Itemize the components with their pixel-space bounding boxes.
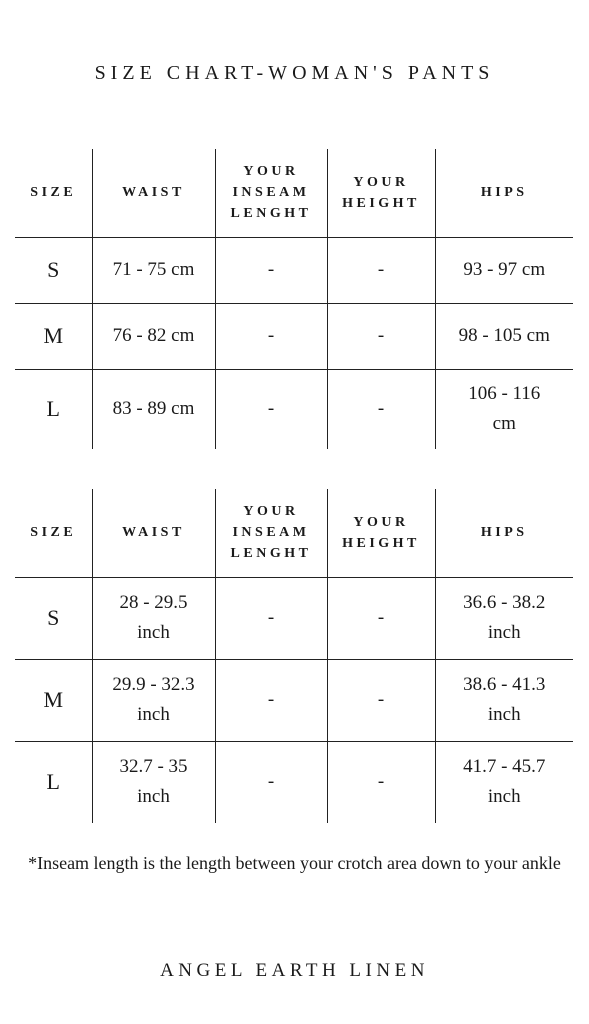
table-row [15,659,573,741]
header-height: YOUR HEIGHT [327,489,435,577]
table-row [15,237,573,303]
header-size: SIZE [15,489,92,577]
waist-cell: 83 - 89 cm [92,369,215,449]
header-inseam: YOUR INSEAM LENGHT [215,149,327,237]
height-cell: - [327,303,435,369]
inseam-cell: - [215,303,327,369]
height-cell: - [327,659,435,741]
hips-cell: 38.6 - 41.3 inch [435,659,573,741]
inseam-footnote: *Inseam length is the length between your crotch area down to your ankle [28,853,561,873]
hips-cell: 106 - 116 cm [435,369,573,449]
header-row [15,149,573,237]
hips-cell: 36.6 - 38.2 inch [435,577,573,659]
waist-cell: 28 - 29.5 inch [92,577,215,659]
size-cell: M [15,659,92,741]
hips-cell: 98 - 105 cm [435,303,573,369]
inseam-cell: - [215,369,327,449]
height-cell: - [327,369,435,449]
header-height: YOUR HEIGHT [327,149,435,237]
header-row [15,489,573,577]
waist-cell: 32.7 - 35 inch [92,741,215,823]
waist-cell: 29.9 - 32.3 inch [92,659,215,741]
waist-cell: 71 - 75 cm [92,237,215,303]
table-row [15,741,573,823]
hips-cell: 41.7 - 45.7 inch [435,741,573,823]
height-cell: - [327,577,435,659]
size-cell: S [15,577,92,659]
inseam-cell: - [215,741,327,823]
size-cell: M [15,303,92,369]
hips-cell: 93 - 97 cm [435,237,573,303]
header-hips: HIPS [435,489,573,577]
page-title: SIZE CHART-WOMAN'S PANTS [94,62,495,84]
header-size: SIZE [15,149,92,237]
header-inseam: YOUR INSEAM LENGHT [215,489,327,577]
header-waist: WAIST [92,149,215,237]
table-row [15,369,573,449]
size-table-inch [15,489,573,823]
table-row [15,303,573,369]
height-cell: - [327,741,435,823]
brand-name: ANGEL EARTH LINEN [160,960,429,981]
header-waist: WAIST [92,489,215,577]
size-table-cm [15,149,573,449]
header-hips: HIPS [435,149,573,237]
inseam-cell: - [215,577,327,659]
size-cell: L [46,769,60,795]
size-cell: L [46,396,60,422]
table-row [15,577,573,659]
inseam-cell: - [215,659,327,741]
inseam-cell: - [215,237,327,303]
size-cell: S [15,237,92,303]
height-cell: - [327,237,435,303]
waist-cell: 76 - 82 cm [92,303,215,369]
